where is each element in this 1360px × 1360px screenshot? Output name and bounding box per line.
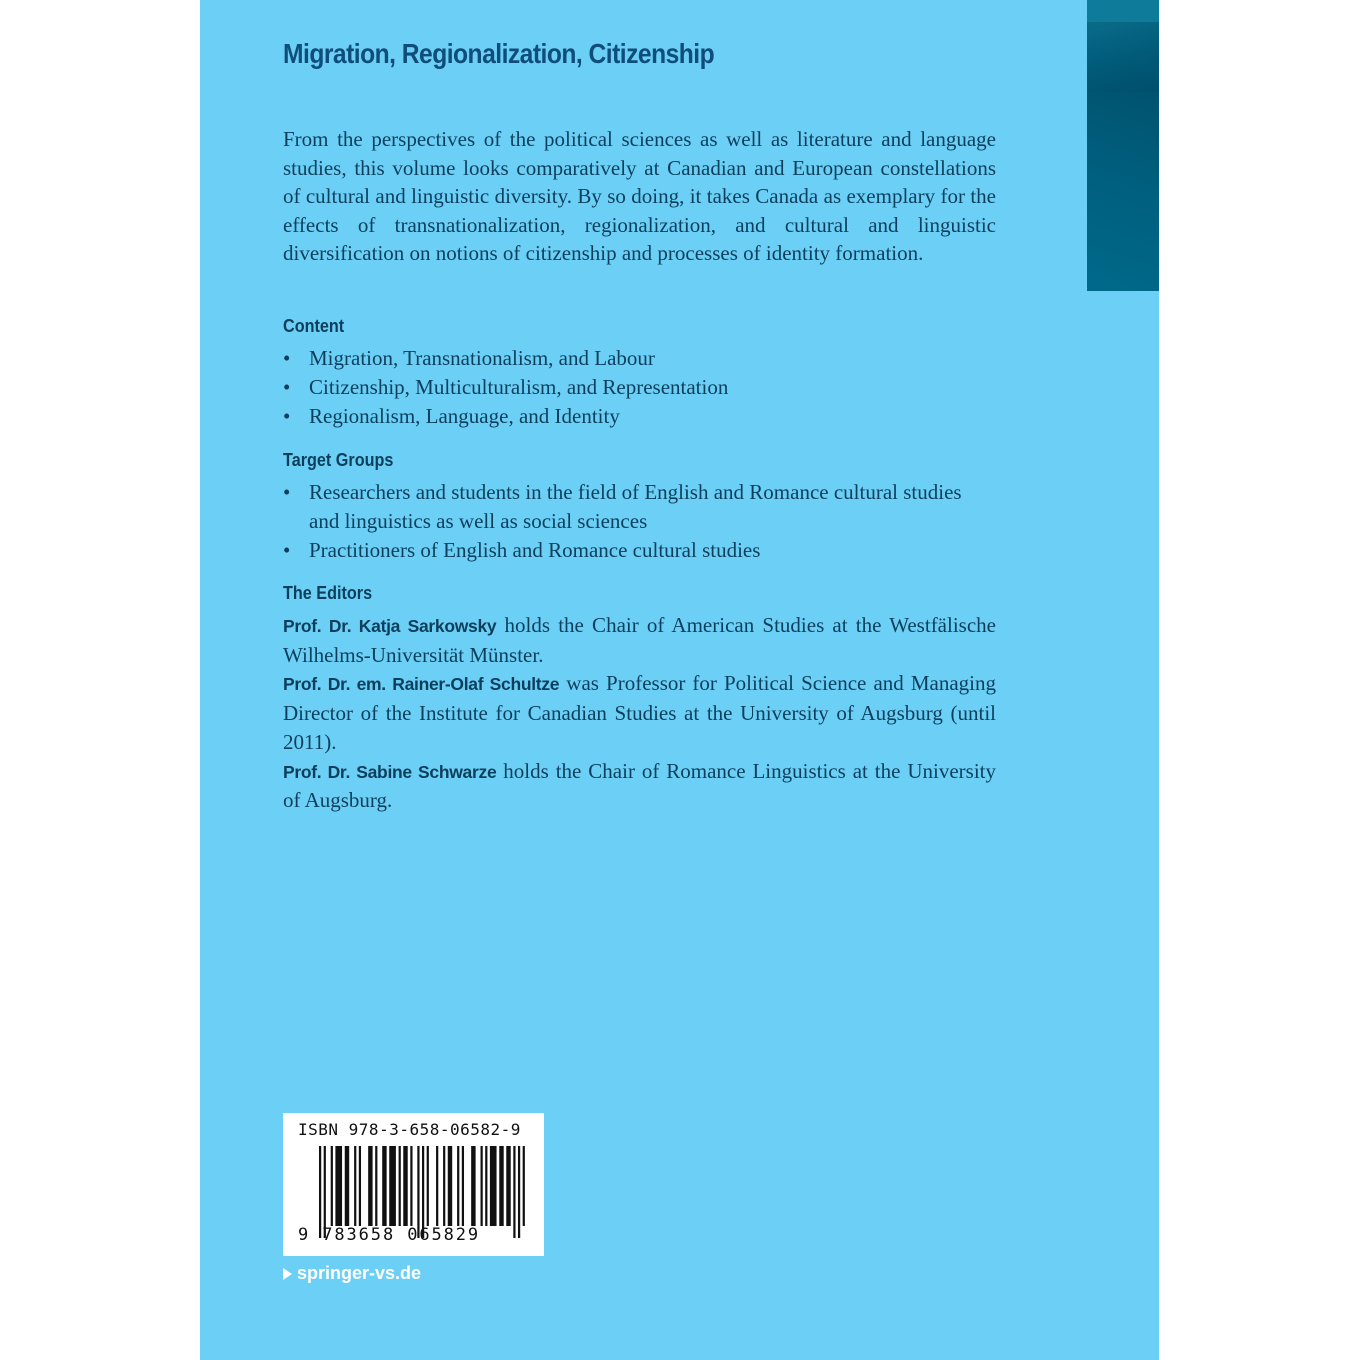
barcode-bar [345, 1146, 349, 1226]
barcode-bar [375, 1146, 377, 1226]
barcode-bar [490, 1146, 497, 1226]
barcode-bar [389, 1146, 396, 1226]
barcode-bar [518, 1146, 520, 1238]
editor-entry [283, 669, 996, 756]
barcode-bar [354, 1146, 356, 1226]
barcode-bar [410, 1146, 412, 1226]
list-item: • Migration, Transnationalism, and Labour [283, 344, 996, 373]
publisher-link[interactable] [283, 1263, 421, 1284]
blurb-paragraph: From the perspectives of the political sciences as well as literature and language studies, this volume looks comparatively at Canadian and European constellations of cultural and linguistic diversity. By so doing, it takes Canada as exemplary for the effects of transnationalization, regionalization, and cultural and linguistic diversification on notions of citizenship and processes of identity formation. [283, 127, 996, 265]
barcode-bar [485, 1146, 487, 1226]
editor-name: Prof. Dr. Sabine Schwarze [283, 761, 497, 782]
bullet-icon: • [283, 404, 291, 428]
list-item: • Citizenship, Multiculturalism, and Representation [283, 373, 996, 402]
list-item: • Practitioners of English and Romance cultural studies [283, 536, 996, 565]
accent-band [1087, 0, 1159, 291]
barcode-bar [359, 1146, 361, 1226]
isbn-label: ISBN 978-3-658-06582-9 [298, 1120, 521, 1139]
bullet-icon: • [283, 538, 291, 562]
barcode-bar [513, 1146, 515, 1238]
target-groups-list [283, 478, 996, 565]
barcode-bar [523, 1146, 525, 1226]
bullet-icon: • [283, 346, 291, 370]
book-title: Migration, Regionalization, Citizenship [283, 38, 715, 69]
barcode-bar [331, 1146, 333, 1226]
editors-block [283, 611, 996, 815]
editors-heading: The Editors [283, 583, 373, 603]
barcode-bar [368, 1146, 372, 1226]
editor-bio: holds the Chair of Romance Linguistics at the University of Augsburg. [283, 758, 996, 813]
editor-bio: was Professor for Political Science and Managing Director of the Institute for Canadian Studies at the University of Augsburg (until 2011). [283, 671, 996, 754]
list-item: • Researchers and students in the field of English and Romance cultural studies and linguistics as well as social sciences [283, 480, 962, 533]
editor-name: Prof. Dr. em. Rainer-Olaf Schultze [283, 674, 560, 695]
content-heading: Content [283, 316, 345, 336]
publisher-url: springer-vs.de [297, 1263, 422, 1283]
triangle-arrow-icon [283, 1268, 292, 1280]
barcode-bar [499, 1146, 503, 1226]
list-item: • Regionalism, Language, and Identity [283, 402, 996, 431]
barcode-bar [471, 1146, 475, 1226]
barcode-bar [436, 1146, 438, 1226]
editor-entry [283, 611, 996, 669]
editor-name: Prof. Dr. Katja Sarkowsky [283, 616, 497, 636]
barcode-bar [462, 1146, 464, 1226]
isbn-barcode [283, 1113, 544, 1256]
editor-bio: holds the Chair of American Studies at the Westfälische Wilhelms-Universität Münster. [283, 613, 996, 667]
bullet-icon: • [283, 480, 291, 504]
bullet-icon: • [283, 375, 291, 399]
barcode-bar [427, 1146, 429, 1226]
barcode-bar [335, 1146, 342, 1226]
barcode-bar [481, 1146, 483, 1226]
barcode-bar [399, 1146, 401, 1226]
barcode-bar [382, 1146, 386, 1226]
ean-digits: 9 783658 065829 [298, 1225, 481, 1245]
barcode-bar [457, 1146, 459, 1226]
target-groups-heading: Target Groups [283, 450, 394, 470]
content-list [283, 344, 996, 431]
editor-entry [283, 757, 996, 815]
barcode-bar [403, 1146, 407, 1226]
back-cover [200, 0, 1159, 1360]
barcode-bar [443, 1146, 445, 1226]
barcode-bar [506, 1146, 510, 1226]
barcode-bar [448, 1146, 452, 1226]
